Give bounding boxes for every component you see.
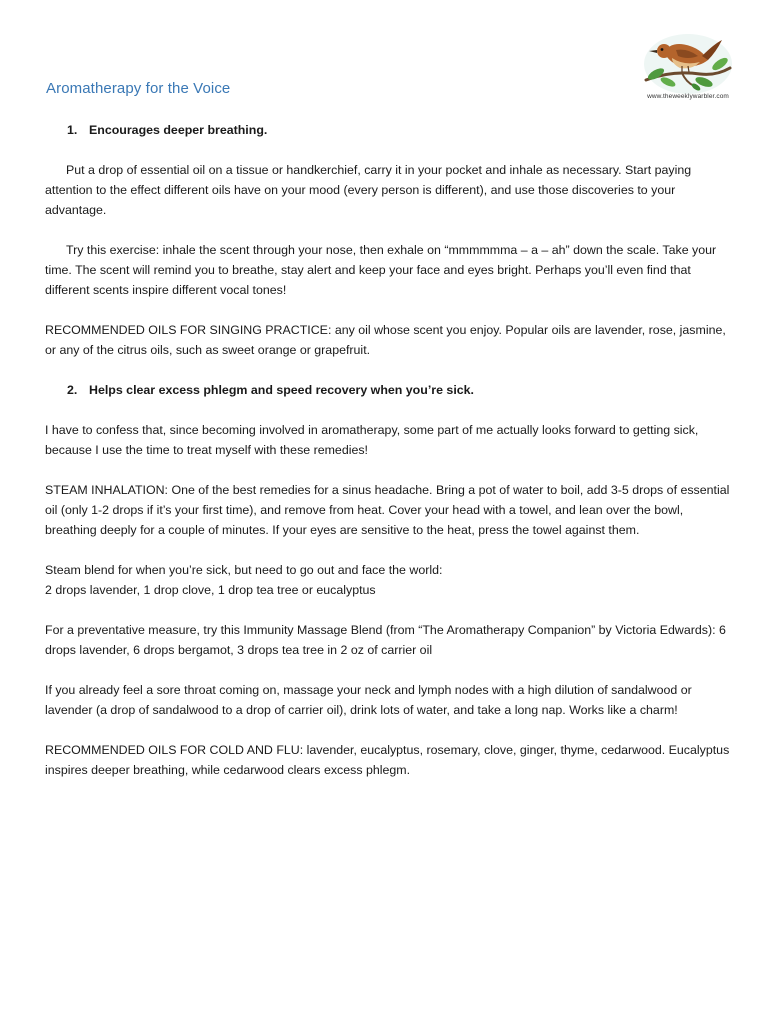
paragraph-inhale-tissue: Put a drop of essential oil on a tissue or handkerchief, carry it in your pocket and inhale as necessary. Start paying attention to the effect different oils have on your mood (every person is different), and use those discoveries to your advantage. — [45, 163, 692, 217]
paragraph-recommended-cold-flu: RECOMMENDED OILS FOR COLD AND FLU: lavender, eucalyptus, rosemary, clove, ginger, thyme, cedarwood. Eucalyptus inspires deeper breathing, while cedarwood clears excess phlegm. — [45, 743, 730, 777]
paragraph-steam-inhalation: STEAM INHALATION: One of the best remedies for a sinus headache. Bring a pot of water to boil, add 3-5 drops of essential oil (only 1-2 drops if it’s your first time), and remove from heat. Cover your head with a towel, and lean over the bowl, breathing deeply for a couple of minutes. If your eyes are sensitive to the heat, press the towel against them. — [45, 483, 730, 537]
logo — [636, 30, 740, 106]
paragraph-recommended-singing: RECOMMENDED OILS FOR SINGING PRACTICE: any oil whose scent you enjoy. Popular oils are lavender, rose, jasmine, or any of the citrus oils, such as sweet orange or grapefruit. — [45, 323, 726, 357]
heading-text: Helps clear excess phlegm and speed recovery when you’re sick. — [89, 383, 474, 397]
document-body — [45, 120, 730, 800]
paragraph-sore-throat: If you already feel a sore throat coming on, massage your neck and lymph nodes with a high dilution of sandalwood or lavender (a drop of sandalwood to a drop of carrier oil), drink lots of water, and take a long nap. Works like a charm! — [45, 683, 692, 717]
heading-number: 2. — [67, 383, 78, 397]
paragraph-confession: I have to confess that, since becoming involved in aromatherapy, some part of me actually looks forward to getting sick, because I use the time to treat myself with these remedies! — [45, 423, 699, 457]
section-heading-2 — [45, 380, 730, 400]
paragraph-immunity-blend: For a preventative measure, try this Immunity Massage Blend (from “The Aromatherapy Companion” by Victoria Edwards): 6 drops lavender, 6 drops bergamot, 3 drops tea tree in 2 oz of carrier oil — [45, 623, 726, 657]
paragraph-steam-blend-intro: Steam blend for when you’re sick, but need to go out and face the world: — [45, 563, 443, 577]
bird-on-branch-icon — [642, 30, 734, 94]
page-title: Aromatherapy for the Voice — [46, 80, 231, 97]
paragraph-steam-blend-recipe: 2 drops lavender, 1 drop clove, 1 drop tea tree or eucalyptus — [45, 583, 376, 597]
heading-text: Encourages deeper breathing. — [89, 123, 268, 137]
paragraph-exercise: Try this exercise: inhale the scent through your nose, then exhale on “mmmmmma – a – ah” down the scale. Take your time. The scent will remind you to breathe, stay alert and keep your face and eyes bright. Perhaps you’ll even find that different scents inspire different vocal tones! — [45, 243, 717, 297]
logo-url-text: www.theweeklywarbler.com — [647, 93, 729, 100]
section-heading-1 — [45, 120, 730, 140]
heading-number: 1. — [67, 123, 78, 137]
